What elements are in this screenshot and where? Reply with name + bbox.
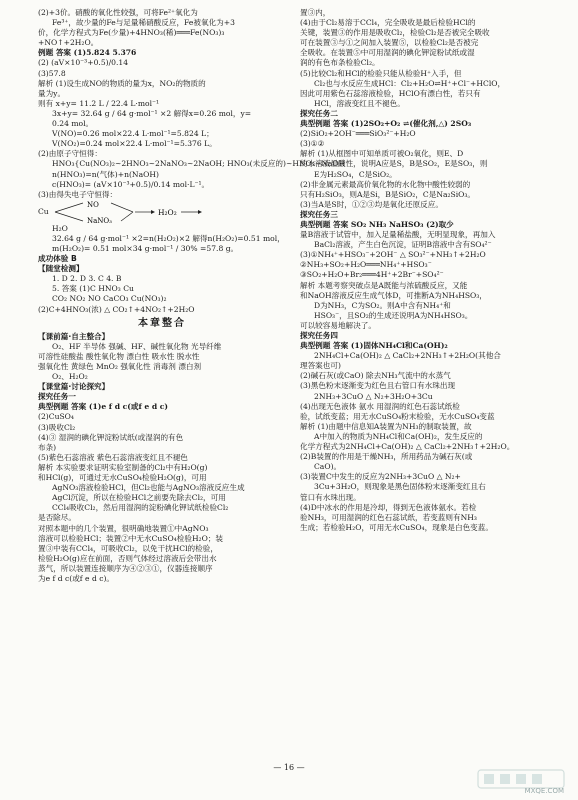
right-lines-b-line: 可以较容易地解决了。 bbox=[300, 320, 376, 330]
chapter-heading: 本章整合 bbox=[138, 317, 186, 329]
right-lines-b-line: 探究任务二 bbox=[300, 108, 338, 118]
left-lines-a-line: n(HNO₃)=n(气体)+n(NaOH) bbox=[52, 169, 159, 179]
left-lines-c-line: CCl₄吸收Cl₂，然后用湿润的淀粉碘化钾试纸检验Cl₂ bbox=[52, 503, 229, 513]
left-lines-b-line: m(H₂O₂)= 0.51 mol×34 g·mol⁻¹ / 30% =57.8 g。 bbox=[52, 243, 239, 253]
right-lines-b-line: 解析 本题考察突破点是A既能与浓硫酸反应，又能 bbox=[300, 280, 468, 290]
diagram-arrows bbox=[53, 200, 203, 224]
left-lines-c-line: 为e f d c(或f e d c)。 bbox=[38, 573, 115, 583]
diagram-h2o2: H₂O₂ bbox=[157, 207, 177, 217]
left-lines-c-line: O₂、H₂O₂ bbox=[52, 372, 88, 382]
right-block-a bbox=[300, 8, 550, 109]
watermark-text: MXQE.COM bbox=[524, 787, 564, 795]
left-lines-c-line: 【课前篇·自主整合】 bbox=[38, 331, 110, 341]
right-lines-b-line: 化学方程式为2NH₄Cl+Ca(OH)₂ △ CaCl₂+2NH₃↑+2H₂O。 bbox=[300, 442, 515, 452]
right-lines-b-line: (3)①NH₄⁺+HSO₃⁻+2OH⁻ △ SO₃²⁻+NH₃↑+2H₂O bbox=[300, 250, 486, 260]
right-lines-b-line: 管口有水珠出现。 bbox=[300, 492, 361, 502]
left-lines-c-line: 布条) bbox=[38, 442, 57, 452]
right-lines-a-line: 关键，装置③的作用是吸收Cl₂，检验Cl₂是否被完全吸收 bbox=[300, 28, 490, 38]
left-lines-a-line: (3)由得失电子守恒得： bbox=[38, 189, 118, 199]
right-lines-b-line: D为NH₃，C为SO₂。则A中含有NH₄⁺和 bbox=[314, 300, 451, 310]
left-lines-a-line: HNO₃{Cu(NO₃)₂~2HNO₃~2NaNO₃~2NaOH; HNO₃(未反应的)~HNO₃~NaOH bbox=[52, 159, 346, 169]
left-block-c bbox=[38, 332, 286, 584]
right-lines-b-line: (3)装置C中发生的反应为2NH₃+3CuO △ N₂+ bbox=[300, 472, 461, 482]
left-lines-c-line: (3)吸收Cl₂ bbox=[38, 422, 76, 432]
left-lines-a-line: Fe³⁺，故少量的Fe与足量稀硝酸反应，Fe被氧化为+3 bbox=[52, 18, 235, 28]
left-lines-c-line: 探究任务一 bbox=[38, 392, 76, 402]
right-lines-b-line: BaCl₂溶液，产生白色沉淀，证明B溶液中含有SO₄²⁻ bbox=[314, 240, 492, 250]
left-lines-b-line: 32.64 g / 64 g·mol⁻¹ ×2=n(H₂O₂)×2 解得n(H₂O₂)=0.51 mol， bbox=[52, 233, 285, 243]
left-lines-a-line: 则有 x+y= 11.2 L / 22.4 L·mol⁻¹ bbox=[38, 98, 160, 108]
right-lines-b-line: HSO₃⁻，且SO₂的生成还说明A为NH₄HSO₃。 bbox=[314, 310, 473, 320]
left-lines-a-line: V(NO₂)=0.24 mol×22.4 L·mol⁻¹=5.376 L。 bbox=[52, 139, 217, 149]
right-block-b bbox=[300, 109, 550, 533]
right-lines-a-line: HCl，溶液变红且不褪色。 bbox=[314, 98, 405, 108]
right-lines-b-line: (2)B装置的作用是干燥NH₃，所用药品为碱石灰(或 bbox=[300, 452, 473, 462]
diagram-nano3: NaNO₃ bbox=[86, 216, 112, 225]
left-lines-b-line: 【随堂检测】 bbox=[38, 264, 84, 274]
left-lines-c-line: AgNO₃溶液检验HCl，但Cl₂也能与AgNO₃溶液反应生成 bbox=[52, 483, 245, 493]
left-lines-a-line: (2) (aV×10⁻³+0.5)/0.14 bbox=[38, 58, 129, 68]
left-lines-c-line: 【课堂篇·讨论探究】 bbox=[38, 382, 110, 392]
right-lines-b-line: 典型例题 答案 SO₂ NH₃ NaHSO₃ (2)取少 bbox=[300, 219, 454, 229]
right-lines-b-line: 典型例题 答案 (1)2SO₂+O₂ ⇌(催化剂,△) 2SO₃ bbox=[300, 119, 472, 129]
right-lines-b-line: 和NaOH溶液反应生成气体D，可推断A为NH₄HSO₃， bbox=[300, 290, 487, 300]
electron-transfer-diagram bbox=[38, 200, 286, 224]
right-lines-b-line: (2)SiO₂+2OH⁻═══SiO₃²⁻+H₂O bbox=[300, 129, 416, 139]
right-lines-b-line: (2)非金属元素最高价氧化物的水化物中酸性较弱的 bbox=[300, 179, 471, 189]
diagram-cu: Cu bbox=[38, 206, 49, 216]
right-lines-a-line: (4)由于Cl₂易溶于CCl₄，完全吸收是最后检验HCl的 bbox=[300, 18, 476, 28]
left-lines-c-line: 典型例题 答案 (1)e f d c(或f e d c) bbox=[38, 402, 169, 412]
right-lines-b-line: ②NH₃+SO₂+H₂O═══NH₄⁺+HSO₃⁻ bbox=[300, 260, 432, 270]
right-lines-b-line: (4)D中冰水的作用是冷却，得到无色液体氨水。若检 bbox=[300, 502, 477, 512]
left-lines-b-line: (2)C+4HNO₃(浓) △ CO₂↑+4NO₂↑+2H₂O bbox=[38, 304, 195, 314]
left-lines-a-line: V(NO)=0.26 mol×22.4 L·mol⁻¹=5.824 L； bbox=[52, 129, 214, 139]
left-lines-c-line: 蒸气，所以装置连接顺序为④②③①，仪器连接顺序 bbox=[38, 563, 213, 573]
right-lines-b-line: 验NH₃，可用湿润的红色石蕊试纸，若变蓝则有NH₃ bbox=[300, 512, 477, 522]
left-lines-b-line: 5. 答案 (1)C HNO₃ Cu bbox=[52, 284, 134, 294]
right-lines-a-line: 因此可用紫色石蕊溶液检验，HClO有漂白性，若只有 bbox=[300, 88, 481, 98]
left-lines-c-line: O₂、HF 半导体 强碱、HF、碱性氧化物 光导纤维 bbox=[52, 341, 222, 351]
left-lines-c-line: 强氧化性 黄绿色 MnO₂ 强氧化性 消毒剂 漂白剂 bbox=[38, 362, 202, 371]
right-lines-a-line: (5)比较Cl₂和HCl的检验只能从检验H⁺入手，但 bbox=[300, 68, 462, 78]
right-lines-b-line: (3)黑色粉末逐渐变为红色且右管口有水珠出现 bbox=[300, 381, 456, 391]
right-lines-a-line: 润的有色布条检验Cl₂。 bbox=[300, 58, 380, 68]
right-lines-b-line: (2)碱石灰(或CaO) 除去NH₃气流中的水蒸气 bbox=[300, 371, 451, 381]
right-lines-b-line: (3)①② bbox=[300, 139, 325, 149]
right-lines-b-line: 只有H₂SiO₃，则A是Si，B是SiO₂，C是Na₂SiO₃。 bbox=[300, 189, 476, 199]
left-lines-c-line: (4)③ 湿润的碘化钾淀粉试纸(或湿润的有色 bbox=[38, 432, 184, 442]
right-lines-b-line: 2NH₃+3CuO △ N₂+3H₂O+3Cu bbox=[314, 391, 433, 401]
right-lines-b-line: 解析 (1)由题中信息知A装置为NH₃的制取装置，故 bbox=[300, 421, 472, 431]
left-lines-a-line: c(HNO₃)= (aV×10⁻³+0.5)/0.14 mol·L⁻¹。 bbox=[52, 179, 210, 189]
right-lines-b-line: 量B溶液于试管中，加入足量稀盐酸，无明显现象，再加入 bbox=[300, 230, 496, 240]
left-lines-a-line: 3x+y= 32.64 g / 64 g·mol⁻¹ ×2 解得x=0.26 mol，y= bbox=[52, 108, 252, 118]
left-lines-c-line: 是否除尽。 bbox=[38, 513, 76, 523]
left-lines-c-line: (2)CuSO₄ bbox=[38, 412, 74, 422]
right-lines-b-line: 理答案也可) bbox=[300, 361, 341, 371]
right-lines-b-line: (4)出现无色液体 氨水 用湿润的红色石蕊试纸检 bbox=[300, 401, 460, 411]
left-lines-b-line: 成功体验 B bbox=[38, 254, 77, 264]
right-lines-a-line: Cl₂也与水反应生成HCl：Cl₂+H₂O⇌H⁺+Cl⁻+HClO， bbox=[314, 78, 506, 88]
right-lines-a-line: 全吸收。在装置⑤中可用湿润的碘化钾淀粉试纸或湿 bbox=[300, 48, 475, 58]
right-lines-b-line: A中加入的物质为NH₄Cl和Ca(OH)₂，发生反应的 bbox=[314, 431, 483, 441]
left-lines-a-line: 例题 答案 (1)5.824 5.376 bbox=[38, 48, 137, 58]
left-lines-c-line: 溶液可以检验HCl；装置②中无水CuSO₄检验H₂O；装 bbox=[38, 533, 224, 543]
right-lines-b-line: (3)当A是S时，①②③均是氧化还原反应。 bbox=[300, 199, 443, 209]
right-lines-b-line: 探究任务三 bbox=[300, 209, 338, 219]
right-lines-b-line: 典型例题 答案 (1)固体NH₄Cl和Ca(OH)₂ bbox=[300, 341, 448, 351]
left-lines-c-line: 解析 本实验要求证明实验室制备的Cl₂中有H₂O(g) bbox=[38, 462, 208, 472]
right-lines-a-line: 置③内， bbox=[300, 8, 331, 17]
left-lines-a-line: 量为y。 bbox=[38, 88, 66, 98]
left-lines-c-line: AgCl沉淀，所以在检验HCl之前要先除去Cl₂，可用 bbox=[52, 493, 226, 503]
left-lines-a-line: +NO↑+2H₂O。 bbox=[38, 38, 99, 48]
left-lines-a-line: (2)+3价。硝酸的氧化性较强，可将Fe²⁺氧化为 bbox=[38, 8, 198, 17]
right-lines-b-line: 探究任务四 bbox=[300, 331, 338, 340]
left-lines-a-line: 解析 (1)设生成NO的物质的量为x，NO₂的物质的 bbox=[38, 78, 206, 88]
left-lines-a-line: 0.24 mol。 bbox=[52, 119, 94, 129]
left-lines-a-line: 价，化学方程式为Fe(少量)+4HNO₃(稀)═══Fe(NO₃)₃ bbox=[38, 28, 225, 38]
left-lines-a-line: (2)由原子守恒得： bbox=[38, 149, 102, 159]
left-lines-b-line: 1. D 2. D 3. C 4. B bbox=[52, 274, 122, 284]
right-lines-b-line: 的水溶液显酸性，说明A应是S，B是SO₂，E是SO₃，则 bbox=[300, 159, 488, 169]
right-lines-b-line: 解析 (1)从框图中可知单质可被O₂氧化，则E、D bbox=[300, 149, 464, 159]
left-lines-c-line: 检验H₂O(g)应在前面，否则气体经过溶液后会带出水 bbox=[38, 553, 217, 563]
right-column bbox=[300, 8, 550, 533]
right-lines-b-line: 生成；若检验H₂O，可用无水CuSO₄，现象是白色变蓝。 bbox=[300, 522, 493, 532]
right-lines-b-line: CaO)。 bbox=[314, 462, 342, 472]
left-lines-c-line: 和HCl(g)，可通过无水CuSO₄检验H₂O(g)，可用 bbox=[38, 473, 207, 483]
diagram-no: NO bbox=[86, 200, 99, 209]
right-lines-b-line: 3Cu+3H₂O，则现象是黑色固体粉末逐渐变红且右 bbox=[314, 482, 486, 492]
left-block-b bbox=[38, 224, 286, 315]
right-lines-a-line: 可在装置③与①之间加入装置⑤，以检验Cl₂是否被完 bbox=[300, 38, 479, 48]
left-lines-c-line: 置③中装有CCl₄，可吸收Cl₂，以免干扰HCl的检验， bbox=[38, 543, 218, 553]
left-lines-c-line: 对照本题中的几个装置，很明确地装置①中AgNO₃ bbox=[38, 523, 209, 533]
left-lines-a-line: (3)57.8 bbox=[38, 68, 66, 78]
left-lines-b-line: CO₂ NO₂ NO CaCO₃ Cu(NO₃)₂ bbox=[52, 294, 167, 304]
left-lines-c-line: (5)紫色石蕊溶液 紫色石蕊溶液变红且不褪色 bbox=[38, 452, 188, 462]
page-number: — 16 — bbox=[273, 763, 305, 772]
right-lines-b-line: 2NH₄Cl+Ca(OH)₂ △ CaCl₂+2NH₃↑+2H₂O(其他合 bbox=[314, 351, 501, 361]
right-lines-b-line: 验，试纸变蓝；用无水CuSO₄粉末检验，无水CuSO₄变蓝 bbox=[300, 411, 495, 421]
left-lines-c-line: 可溶性硅酸盐 酸性氧化物 漂白性 吸水性 脱水性 bbox=[38, 351, 200, 361]
right-lines-b-line: ③SO₂+H₂O+Br₂═══4H⁺+2Br⁻+SO₄²⁻ bbox=[300, 270, 444, 280]
right-lines-b-line: E为H₂SO₄，C是SiO₂。 bbox=[314, 169, 397, 179]
left-lines-b-line: H₂O bbox=[52, 223, 68, 233]
